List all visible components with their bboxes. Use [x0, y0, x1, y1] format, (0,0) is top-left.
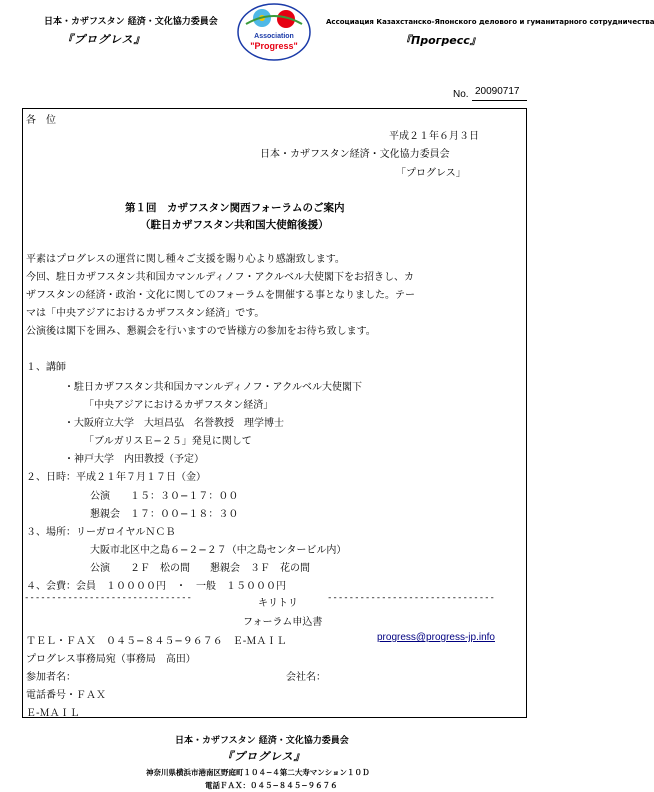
logo-line2: "Progress" [250, 41, 298, 51]
title-line2: （駐日カザフスタン共和国大使館後援） [140, 219, 329, 231]
cut-line-right: ------------------------------- [327, 593, 495, 603]
speaker-1-topic: 「中央アジアにおけるカザフスタン経済」 [84, 400, 274, 411]
doc-number-value: 20090717 [475, 86, 520, 97]
section-venue: ３、場所：リーガロイヤルＮＣＢ [26, 527, 176, 538]
header-ru-committee: Ассоциация Казахстанско-Японского делового и гуманитарного сотрудничества [326, 18, 654, 26]
field-company-name: 会社名： [286, 672, 326, 683]
header-jp-progress: 『プログレス』 [62, 33, 146, 46]
field-email: Ｅ-ＭＡＩＬ [26, 708, 80, 719]
venue-rooms: 公演 ２Ｆ 松の間 懇親会 ３Ｆ 花の間 [90, 563, 310, 574]
paragraph-1: 平素はプログレスの運営に関し種々ご支援を賜り心より感謝致します。 [26, 254, 345, 265]
paragraph-4: マは「中央アジアにおけるカザフスタン経済」です。 [26, 308, 265, 319]
speaker-3: ・神戸大学 内田教授（予定） [64, 454, 204, 465]
header-jp-committee: 日本・カザフスタン 経済・文化協力委員会 [44, 17, 218, 27]
doc-number-underline [472, 100, 527, 101]
section-datetime: ２、日時：平成２１年７月１７日（金） [26, 472, 206, 483]
sender-line2: 「プログレス」 [396, 168, 466, 179]
header-ru-progress: 『Прогресс』 [400, 34, 481, 47]
issue-date: 平成２１年６月３日 [389, 131, 479, 142]
footer-progress: 『プログレス』 [222, 750, 306, 763]
contact-email-link[interactable]: progress@progress-jp.info [377, 632, 495, 643]
section-speakers: １、講師 [26, 362, 66, 373]
form-addressee: プログレス事務局宛（事務局 高田） [26, 654, 196, 665]
field-participant-name: 参加者名： [26, 672, 76, 683]
speaker-2-topic: 「ブルガリスＥ−２５」発見に関して [84, 436, 252, 447]
footer-fax: 電話ＦＡＸ：０４５−８４５−９６７６ [205, 781, 338, 790]
field-phone-fax: 電話番号・ＦＡＸ [26, 690, 106, 701]
venue-address: 大阪市北区中之島６−２−２７（中之島センタービル内） [90, 545, 347, 556]
cut-line-left: ------------------------------- [24, 593, 192, 603]
logo-line1: Association [254, 33, 294, 40]
footer-org: 日本・カザフスタン 経済・文化協力委員会 [175, 736, 349, 746]
form-title: フォーラム申込書 [243, 617, 323, 628]
section-fee: ４、会費：会員 １００００円 ・ 一般 １５０００円 [26, 581, 286, 592]
paragraph-5: 公演後は閣下を囲み、懇親会を行いますので皆様方の参加をお待ち致します。 [26, 326, 376, 337]
paragraph-2: 今回、駐日カザフスタン共和国カマンルディノフ・アクルベル大使閣下をお招きし、カ [26, 272, 414, 283]
title-line1: 第１回 カザフスタン関西フォーラムのご案内 [125, 202, 345, 214]
sender-line1: 日本・カザフスタン経済・文化協力委員会 [260, 149, 450, 160]
datetime-reception: 懇親会 １７：００−１８：３０ [90, 509, 239, 520]
speaker-1: ・駐日カザフスタン共和国カマンルディノフ・アクルベル大使閣下 [64, 382, 362, 393]
addressee: 各 位 [26, 115, 56, 126]
footer-address: 神奈川県横浜市港南区野庭町１０４−４第二大寿マンション１０Ｄ [146, 768, 370, 777]
contact-tel: ＴＥＬ・ＦＡＸ ０４５−８４５−９６７６ Ｅ-ＭＡＩＬ [26, 636, 287, 647]
cut-label: キリトリ [258, 598, 298, 609]
doc-number-label: No. [453, 89, 469, 100]
datetime-lecture: 公演 １５：３０−１７：００ [90, 491, 239, 502]
association-logo [236, 2, 312, 62]
paragraph-3: ザフスタンの経済・政治・文化に関してのフォーラムを開催する事となりました。テー [26, 290, 415, 301]
speaker-2: ・大阪府立大学 大垣昌弘 名誉教授 理学博士 [64, 418, 284, 429]
